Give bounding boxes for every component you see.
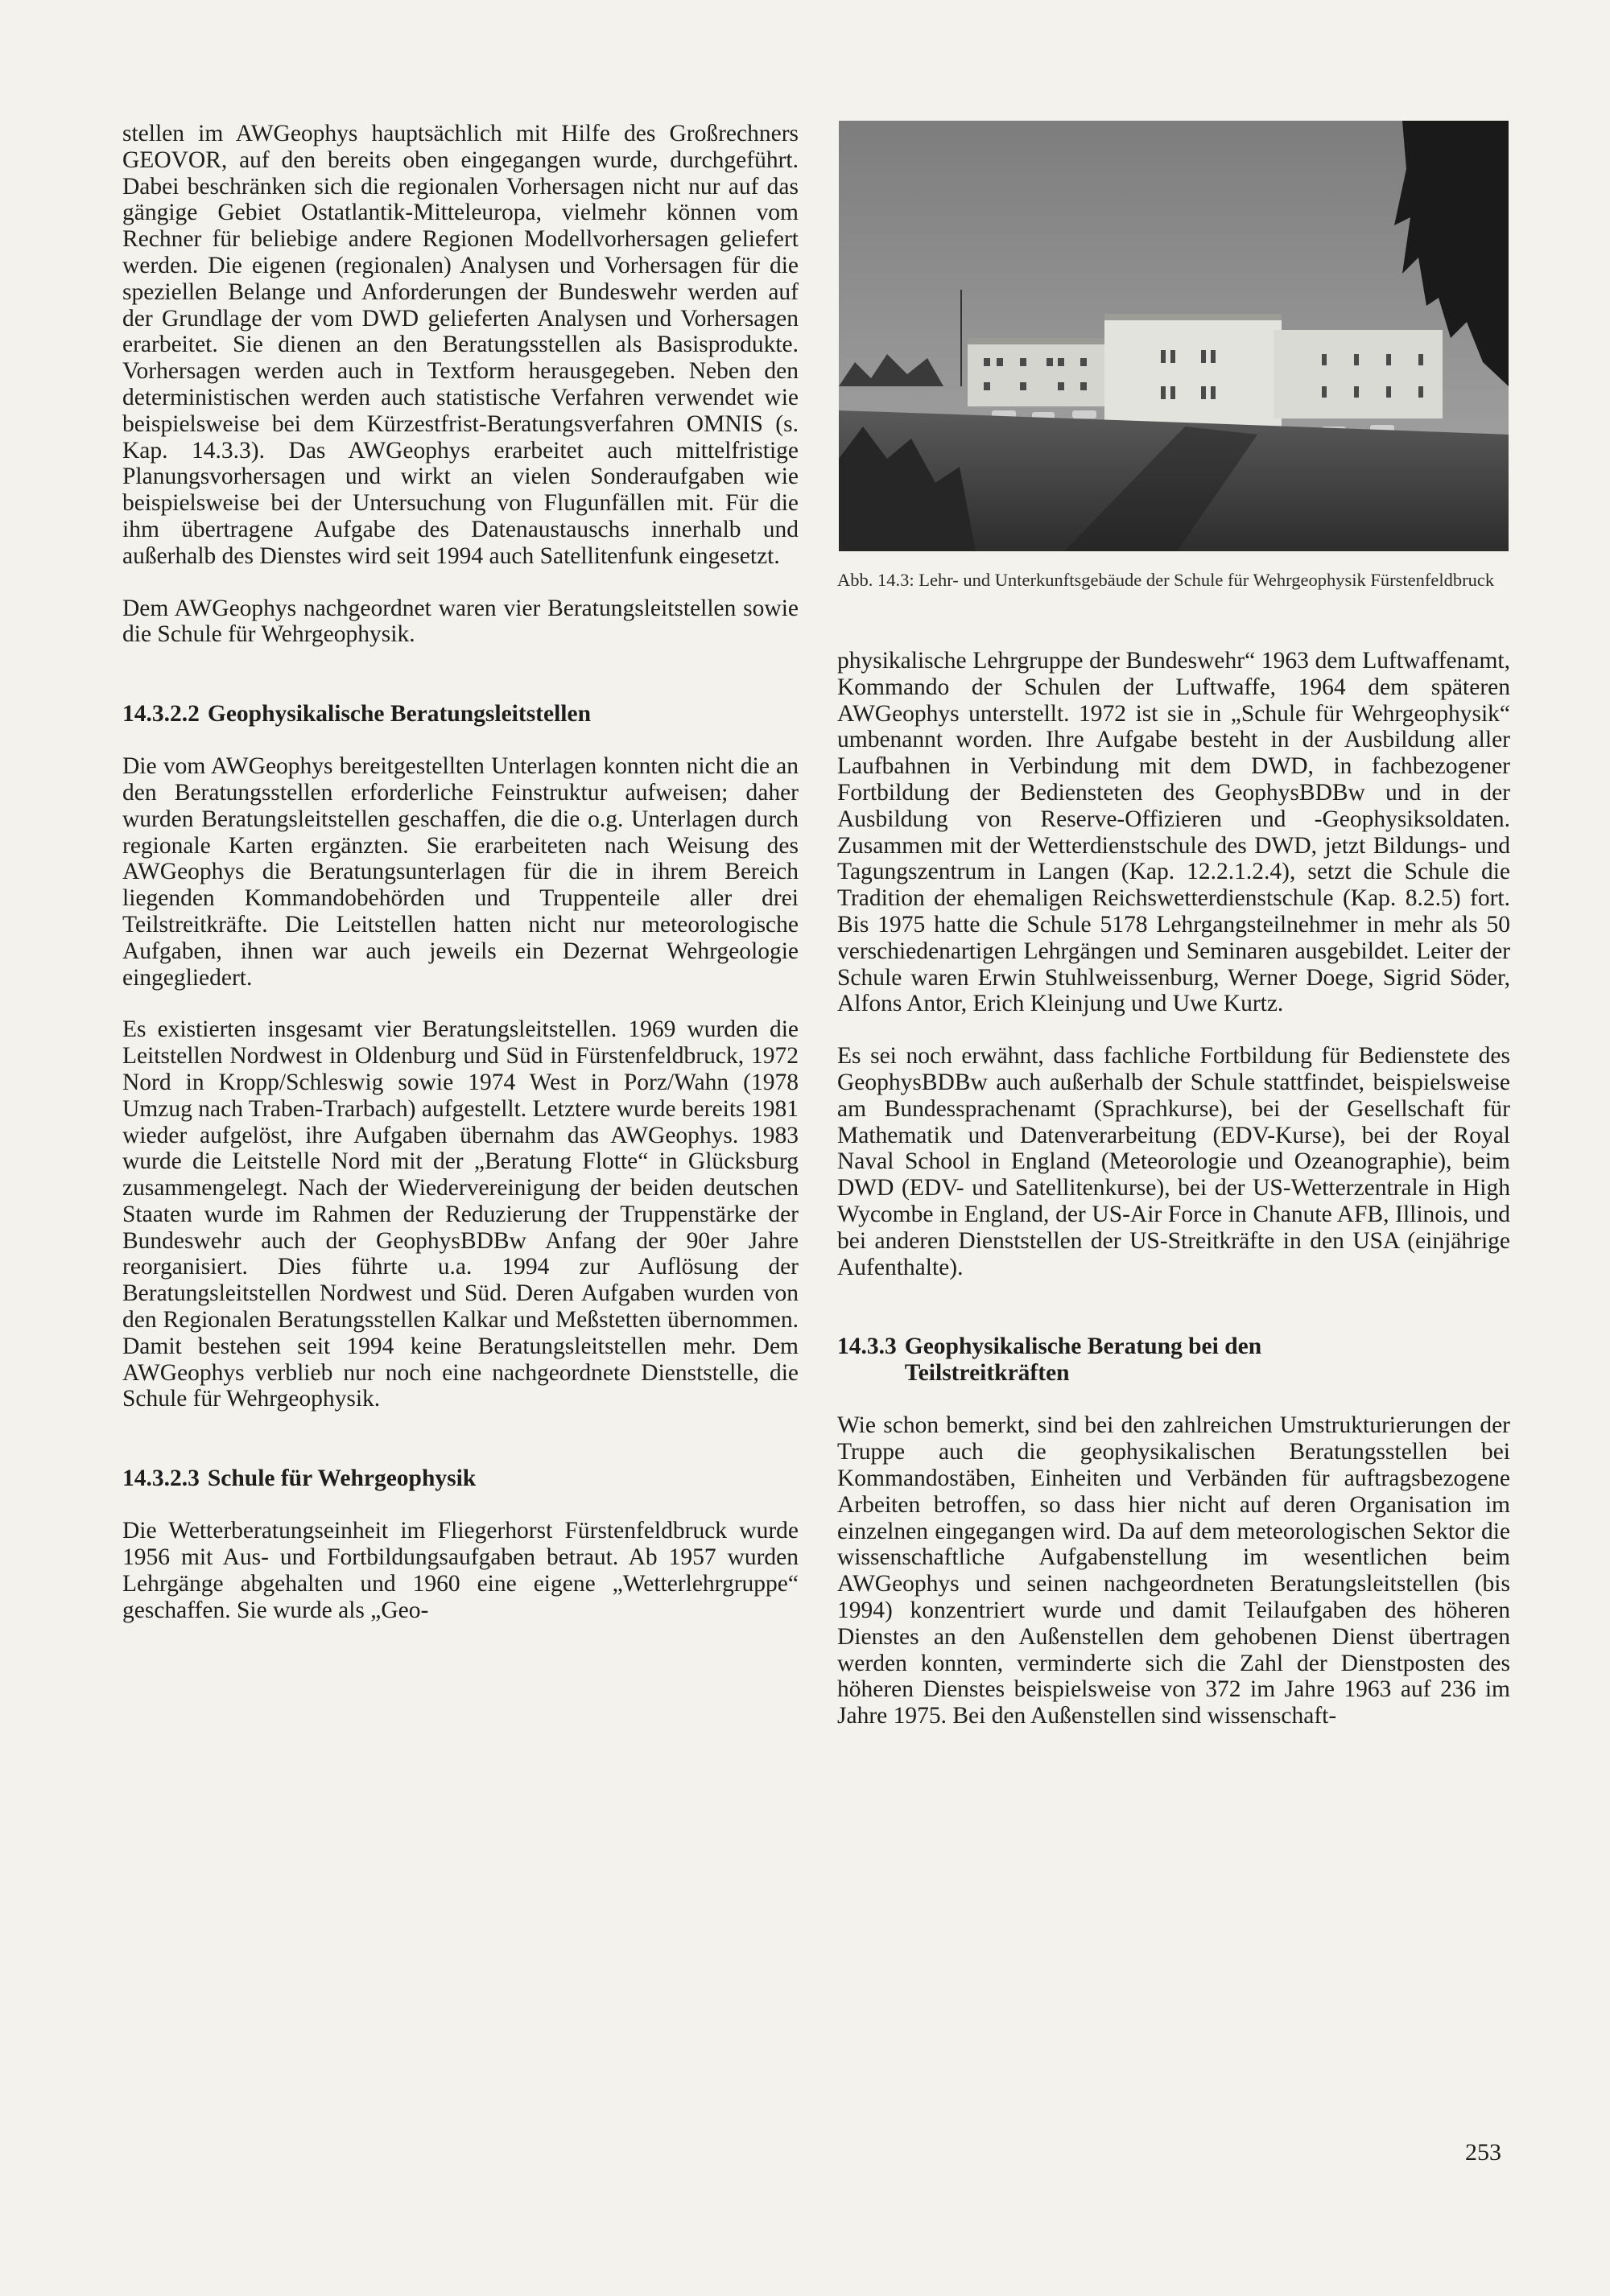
section-14-3-3: [837, 1333, 1510, 1387]
section-number: 14.3.2.3: [122, 1465, 200, 1492]
right-paragraph-2: Es sei noch erwähnt, dass fachliche Fortbildung für Bedienstete des GeophysBDBw auch außerhalb der Schule stattfindet, beispielsweise am Bundessprachenamt (Sprachkurse), bei der Gesellschaft für Mathematik und Datenverarbeitung (EDV-Kurse), bei der Royal Naval School in England (Meteorologie und Ozeanographie), beim DWD (EDV- und Satellitenkurse), bei der US-Wetterzentrale in High Wycombe in England, der US-Air Force in Chanute AFB, Illinois, und bei anderen Dienststellen der US-Streitkräfte in den USA (einjährige Aufenthalte).: [837, 1043, 1510, 1280]
left-paragraph-2: Dem AWGeophys nachgeordnet waren vier Beratungsleitstellen sowie die Schule für Wehrgeophysik.: [122, 595, 799, 648]
right-column: [837, 121, 1510, 1729]
section-14-3-2-3: [122, 1465, 799, 1492]
left-column: [122, 121, 799, 1623]
figure-caption: Abb. 14.3: Lehr- und Unterkunftsgebäude der Schule für Wehrgeophysik Fürstenfeldbruck: [837, 570, 1495, 590]
right-paragraph-3: Wie schon bemerkt, sind bei den zahlreichen Umstrukturierungen der Truppe auch die geophysikalischen Beratungsstellen bei Kommandostäben, Einheiten und Verbänden für auftragsbezogene Arbeiten betroffen, so dass hier nicht auf deren Organisation im einzelnen eingegangen wird. Da auf dem meteorologischen Sektor die wissenschaftliche Aufgabenstellung im wesentlichen beim AWGeophys und seinen nachgeordneten Beratungsleitstellen (bis 1994) konzentriert wurde und damit Teilaufgaben des höheren Dienstes an den Außenstellen dem gehobenen Dienst übertragen werden konnten, verminderte sich die Zahl der Dienstposten des höheren Dienstes beispielsweise von 372 im Jahre 1963 auf 236 im Jahre 1975. Bei den Außenstellen sind wissenschaft-: [837, 1412, 1510, 1729]
section-14-3-2-2: [122, 701, 799, 728]
section-number: 14.3.3: [837, 1333, 897, 1360]
section-title: Schule für Wehrgeophysik: [207, 1465, 477, 1492]
section-heading: [122, 1465, 799, 1492]
section-number: 14.3.2.2: [122, 701, 200, 728]
section-heading: [122, 701, 799, 728]
building-photo: [839, 121, 1509, 551]
right-text: [837, 648, 1510, 1729]
left-paragraph-3: Die vom AWGeophys bereitgestellten Unterlagen konnten nicht die an den Beratungsstellen erforderliche Feinstruktur aufweisen; daher wurden Beratungsleitstellen geschaffen, die die o.g. Unterlagen durch regionale Karten ergänzten. Sie erarbeiteten nach Weisung des AWGeophys die Beratungsunterlagen für die in ihrem Bereich liegenden Kommandobehörden und Truppenteile aller drei Teilstreitkräfte. Die Leitstellen hatten nicht nur meteorologische Aufgaben, ihnen war auch jeweils ein Dezernat Wehrgeologie eingegliedert.: [122, 753, 799, 991]
section-heading: [837, 1333, 1510, 1387]
page-number: 253: [1465, 2139, 1501, 2166]
section-title: Geophysikalische Beratung bei den Teilstreitkräften: [904, 1333, 1262, 1387]
building-photo-illustration: [839, 121, 1509, 551]
left-paragraph-1: stellen im AWGeophys hauptsächlich mit Hilfe des Großrechners GEOVOR, auf den bereits oben eingegangen wurde, durchgeführt. Dabei beschränken sich die regionalen Vorhersagen nicht nur auf das gängige Gebiet Ostatlantik-Mitteleuropa, vielmehr können vom Rechner für beliebige andere Regionen Modellvorhersagen geliefert werden. Die eigenen (regionalen) Analysen und Vorhersagen für die speziellen Belange und Anforderungen der Bundeswehr werden auf der Grundlage der vom DWD gelieferten Analysen und Vorhersagen erarbeitet. Sie dienen an den Beratungsstellen als Basisprodukte. Vorhersagen werden auch in Textform herausgegeben. Neben den deterministischen werden auch statistische Verfahren verwendet wie beispielsweise bei dem Kürzestfrist-Beratungsverfahren OMNIS (s. Kap. 14.3.3). Das AWGeophys erarbeitet auch mittelfristige Planungsvorhersagen und wirkt an vielen Sonderaufgaben wie beispielsweise bei der Untersuchung von Flugunfällen mit. Für die ihm übertragene Aufgabe des Datenaustauschs innerhalb und außerhalb des Dienstes wird seit 1994 auch Satellitenfunk eingesetzt.: [122, 121, 799, 569]
section-title: Geophysikalische Beratungsleitstellen: [207, 701, 591, 728]
left-paragraph-5: Die Wetterberatungseinheit im Fliegerhorst Fürstenfeldbruck wurde 1956 mit Aus- und Fortbildungsaufgaben betraut. Ab 1957 wurden Lehrgänge abgehalten und 1960 eine eigene „Wetterlehrgruppe“ geschaffen. Sie wurde als „Geo-: [122, 1518, 799, 1623]
right-paragraph-1: physikalische Lehrgruppe der Bundeswehr“ 1963 dem Luftwaffenamt, Kommando der Schulen der Luftwaffe, 1964 dem späteren AWGeophys unterstellt. 1972 ist sie in „Schule für Wehrgeophysik“ umbenannt worden. Ihre Aufgabe besteht in der Ausbildung aller Laufbahnen in Verbindung mit dem DWD, in fachbezogener Fortbildung der Bediensteten des GeophysBDBw und in der Ausbildung von Reserve-Offizieren und -Geophysiksoldaten. Zusammen mit der Wetterdienstschule des DWD, jetzt Bildungs- und Tagungszentrum in Langen (Kap. 12.2.1.2.4), setzt die Schule die Tradition der ehemaligen Reichswetterdienstschule (Kap. 8.2.5) fort. Bis 1975 hatte die Schule 5178 Lehrgangsteilnehmer in mehr als 50 verschiedenartigen Lehrgängen und Seminaren ausgebildet. Leiter der Schule waren Erwin Stuhlweissenburg, Werner Doege, Sigrid Söder, Alfons Antor, Erich Kleinjung und Uwe Kurtz.: [837, 648, 1510, 1017]
left-paragraph-4: Es existierten insgesamt vier Beratungsleitstellen. 1969 wurden die Leitstellen Nordwest in Oldenburg und Süd in Fürstenfeldbruck, 1972 Nord in Kropp/Schleswig sowie 1974 West in Porz/Wahn (1978 Umzug nach Traben-Trarbach) aufgestellt. Letztere wurde bereits 1981 wieder aufgelöst, ihre Aufgaben übernahm das AWGeophys. 1983 wurde die Leitstelle Nord mit der „Beratung Flotte“ in Glücksburg zusammengelegt. Nach der Wiedervereinigung der beiden deutschen Staaten wurde im Rahmen der Reduzierung der Truppenstärke der Bundeswehr auch der GeophysBDBw Anfang der 90er Jahre reorganisiert. Dies führte u.a. 1994 zur Auflösung der Beratungsleitstellen Nordwest und Süd. Deren Aufgaben wurden von den Regionalen Beratungsstellen Kalkar und Meßstetten übernommen. Damit bestehen seit 1994 keine Beratungsleitstellen mehr. Dem AWGeophys verblieb nur noch eine nachgeordnete Dienststelle, die Schule für Wehrgeophysik.: [122, 1016, 799, 1412]
